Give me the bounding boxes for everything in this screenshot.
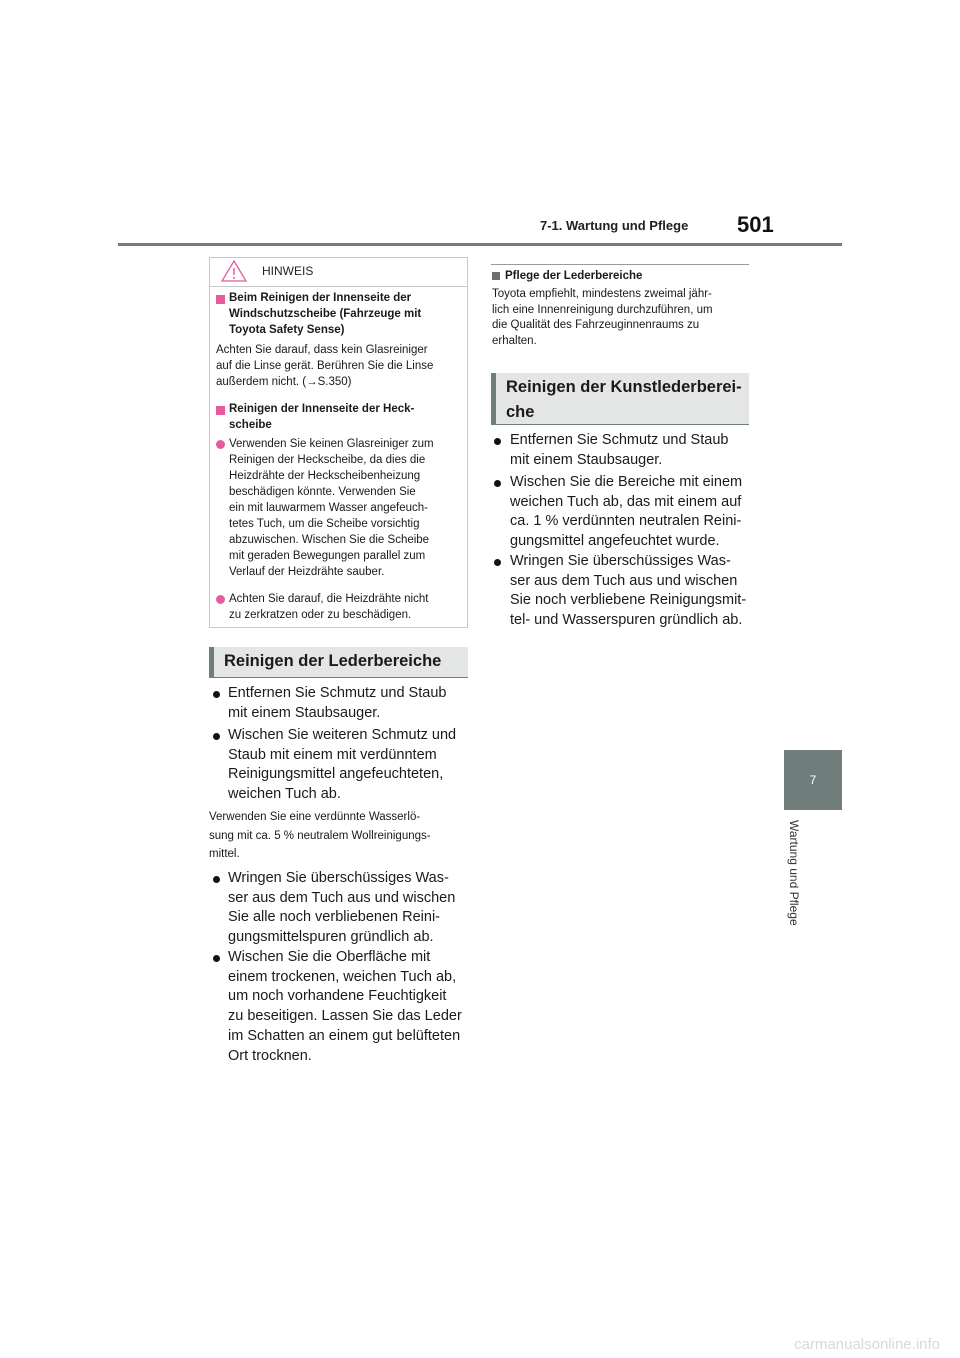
right-bullet2: Wischen Sie die Bereiche mit einem weichen Tuch ab, das mit einem auf ca. 1 % verdünnten neutralen Reini- gungsmittel angefeuchtet wurde. — [510, 474, 743, 550]
notice-item1-body: Achten Sie darauf, dass kein Glasreiniger auf die Linse gerät. Berühren Sie die Linse außerdem nicht. (→S.350) — [216, 344, 434, 388]
left-bullet3: Wringen Sie überschüssiges Was- ser aus dem Tuch aus und wischen Sie alle noch verbliebenen Reini- gungsmittelspuren gründlich ab. — [228, 870, 456, 946]
chapter-number: 7 — [809, 773, 817, 787]
divider — [491, 264, 749, 265]
notice-item2-title: Reinigen der Innenseite der Heck- scheibe — [229, 403, 415, 431]
heading-leather-text: Reinigen der Lederbereiche — [224, 652, 442, 670]
bullet-marker — [494, 438, 501, 445]
watermark: carmanualsonline.info — [794, 1336, 940, 1353]
notice-item2-bullet2: Achten Sie darauf, die Heizdrähte nicht zu zerkratzen oder zu beschädigen. — [229, 593, 429, 621]
bullet-marker — [494, 480, 501, 487]
left-note: Verwenden Sie eine verdünnte Wasserlö- sung mit ca. 5 % neutralem Wollreinigungs- mittel. — [209, 811, 431, 860]
notice-item1-title: Beim Reinigen der Innenseite der Windschutzscheibe (Fahrzeuge mit Toyota Safety Sense) — [229, 292, 422, 336]
warning-triangle-icon — [221, 259, 247, 283]
section-title: 7-1. Wartung und Pflege — [540, 218, 689, 233]
bullet-marker — [213, 733, 220, 740]
bullet-marker — [213, 955, 220, 962]
bullet-marker — [213, 876, 220, 883]
left-bullet1: Entfernen Sie Schmutz und Staub mit einem Staubsauger. — [228, 685, 447, 721]
right-bullet1: Entfernen Sie Schmutz und Staub mit einem Staubsauger. — [510, 432, 729, 468]
heading-leather — [209, 647, 468, 678]
chapter-tab — [784, 750, 842, 810]
pink-dot-marker — [216, 440, 225, 449]
notice-item2-bullet1: Verwenden Sie keinen Glasreiniger zum Reinigen der Heckscheibe, da dies die Heizdrähte der Heckscheibenheizung beschädigen könnte. Verwenden Sie ein mit lauwarmem Wasser angefeuch- tetes Tuch, um die Scheibe vorsichtig abzuwischen. Wischen Sie die Scheibe mit geraden Bewegungen parallel zum Verlauf der Heizdrähte sauber. — [229, 438, 434, 578]
page-number: 501 — [737, 212, 774, 237]
notice-label: HINWEIS — [262, 264, 314, 278]
notice-header — [209, 257, 468, 287]
care-body: Toyota empfiehlt, mindestens zweimal jähr- lich eine Innenreinigung durchzuführen, um die Qualität des Fahrzeuginnenraums zu erhalten. — [492, 288, 713, 347]
gray-square-marker — [492, 272, 500, 280]
chapter-label: Wartung und Pflege — [787, 820, 801, 926]
care-title: Pflege der Lederbereiche — [505, 270, 643, 282]
left-bullet4: Wischen Sie die Oberfläche mit einem trockenen, weichen Tuch ab, um noch vorhandene Feuchtigkeit zu beseitigen. Lassen Sie das Leder im Schatten an einem gut belüfteten Ort trocknen. — [228, 949, 462, 1064]
pink-dot-marker — [216, 595, 225, 604]
pink-square-marker — [216, 295, 225, 304]
heading-artificial-leather — [491, 373, 749, 425]
bullet-marker — [213, 691, 220, 698]
pink-square-marker — [216, 406, 225, 415]
right-bullet3: Wringen Sie überschüssiges Was- ser aus dem Tuch aus und wischen Sie noch verbliebene Reinigungsmit- tel- und Wasserspuren gründlich ab. — [510, 553, 747, 629]
heading-artificial-leather-text: Reinigen der Kunstlederberei- che — [506, 378, 742, 421]
left-bullet2: Wischen Sie weiteren Schmutz und Staub mit einem mit verdünntem Reinigungsmittel angefeuchteten, weichen Tuch ab. — [228, 727, 457, 803]
bullet-marker — [494, 559, 501, 566]
header-rule — [118, 243, 842, 246]
